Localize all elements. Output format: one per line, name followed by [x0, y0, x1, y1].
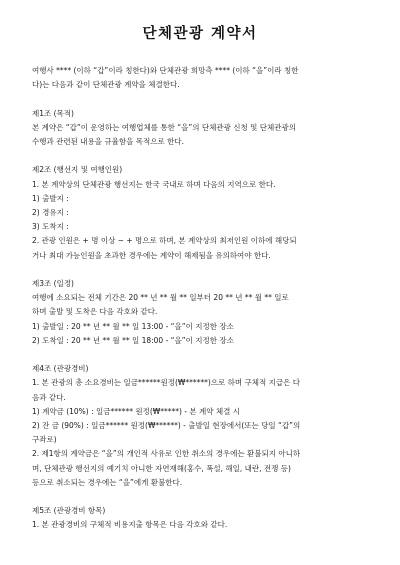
article-1 [32, 107, 372, 150]
article-line: 2. 관광 인원은 + 명 이상 ~ + 명으로 하며, 본 계약상의 최저인원 이하에 해당되 [32, 236, 297, 246]
article-heading: 제1조 (목적) [32, 108, 74, 118]
article-5 [32, 504, 372, 532]
article-line: 1. 본 관광의 총 소요경비는 일금******원정(₩******)으로 하며 구체적 지급은 다 [32, 378, 301, 388]
article-line: 1. 본 계약상의 단체관광 행선지는 한국 국내로 하며 다음의 지역으로 한다. [32, 179, 276, 189]
article-line: 2. 제1항의 계약금은 “을”의 개인적 사유로 인한 취소의 경우에는 환불되지 아니하 [32, 449, 301, 459]
article-line: 2) 경유지 : [32, 208, 69, 217]
article-3 [32, 277, 372, 348]
article-line: 1) 계약금 (10%) : 일금****** 원정(₩*****) - 본 계약 체결 시 [32, 406, 240, 416]
article-line: 하며 출발 및 도착은 다음 각호와 같다. [32, 307, 158, 317]
article-line: 구좌로) [32, 435, 57, 445]
document-body [32, 64, 372, 533]
article-heading: 제3조 (일정) [32, 279, 74, 288]
article-line: 1. 본 관광경비의 구체적 비용지출 항목은 다음 각호와 같다. [32, 520, 228, 530]
article-4 [32, 362, 372, 490]
article-line: 등으로 취소되는 경우에는 “을”에게 환불한다. [32, 477, 183, 487]
intro-line: 다)는 다음과 같이 단체관광 계약을 체결한다. [32, 80, 180, 90]
article-line: 며, 단체관광 행선지의 예기치 아니한 자연재해(홍수, 폭설, 해일, 내란, 전쟁 등) [32, 463, 291, 473]
article-heading: 제2조 (행선지 및 여행인원) [32, 165, 123, 175]
article-line: 3) 도착지 : [32, 222, 69, 232]
article-2 [32, 163, 372, 262]
article-line: 여행에 소요되는 전체 기간은 20 ** 년 ** 월 ** 일부터 20 ** 년 ** 월 ** 일로 [32, 293, 289, 303]
article-line: 음과 같다. [32, 392, 66, 402]
article-line: 수행과 관련된 내용을 규율함을 목적으로 한다. [32, 137, 184, 146]
article-line: 거나 최대 가능인원을 초과한 경우에는 계약이 해제됨을 유의하여야 한다. [32, 250, 271, 260]
intro-paragraph [32, 64, 372, 92]
article-line: 본 계약은 “갑”이 운영하는 여행업체를 통한 “을”의 단체관광 신청 및 단체관광의 [32, 122, 296, 132]
article-line: 2) 도착일 : 20 ** 년 ** 월 ** 일 18:00 - “을”이 지정한 장소 [32, 335, 234, 345]
article-heading: 제4조 (관광경비) [32, 364, 89, 374]
article-line: 1) 출발지 : [32, 193, 69, 203]
intro-line: 여행사 **** (이하 “갑”이라 칭한다)와 단체관광 희망측 **** (이하 “을”이라 칭한 [32, 66, 299, 75]
article-heading: 제5조 (관광경비 항목) [32, 506, 106, 516]
article-line: 2) 잔 금 (90%) : 일금****** 원정(₩******) - 출발일 현장에서(또는 당일 “갑”의 [32, 421, 301, 431]
document-title: 단체관광 계약서 [142, 26, 258, 42]
article-line: 1) 출발일 : 20 ** 년 ** 월 ** 일 13:00 - “을”이 지정한 장소 [32, 321, 234, 331]
